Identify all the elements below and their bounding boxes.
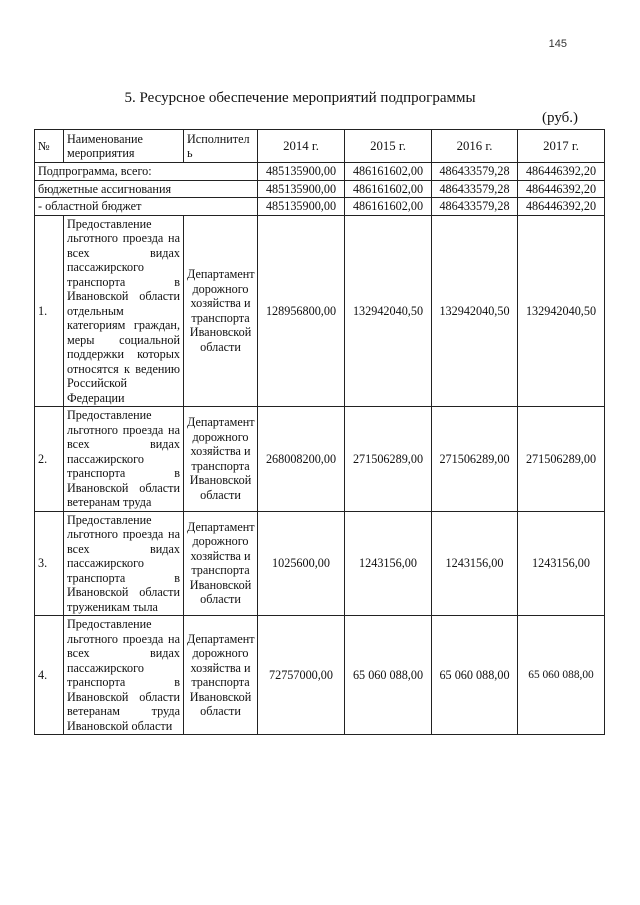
- row-value: 1243156,00: [345, 511, 432, 616]
- row-value: 65 060 088,00: [432, 616, 518, 735]
- unit-label: (руб.): [542, 110, 578, 126]
- row-value: 271506289,00: [432, 407, 518, 512]
- row-number: 2.: [35, 407, 64, 512]
- summary-value: 485135900,00: [258, 198, 345, 216]
- summary-value: 486433579,28: [432, 180, 518, 198]
- table-row: [35, 616, 605, 735]
- summary-value: 486433579,28: [432, 163, 518, 181]
- header-number: №: [35, 130, 64, 163]
- summary-value: 486446392,20: [518, 163, 605, 181]
- summary-value: 485135900,00: [258, 180, 345, 198]
- summary-row-budget: [35, 180, 605, 198]
- summary-row-regional: [35, 198, 605, 216]
- row-name: Предоставление льготного проезда на всех видах пассажирского транспорта в Ивановской области отдельным категориям граждан, меры социальной поддержки которых относятся к ведению Российской Федерации: [64, 215, 184, 407]
- row-value: 128956800,00: [258, 215, 345, 407]
- header-name: Наименование мероприятия: [64, 130, 184, 163]
- row-value: 132942040,50: [345, 215, 432, 407]
- summary-value: 486446392,20: [518, 198, 605, 216]
- row-value: 271506289,00: [345, 407, 432, 512]
- table-row: [35, 215, 605, 407]
- page-number: 145: [548, 38, 567, 50]
- summary-value: 486161602,00: [345, 180, 432, 198]
- summary-label: бюджетные ассигнования: [35, 180, 258, 198]
- summary-label: Подпрограмма, всего:: [35, 163, 258, 181]
- header-row: [35, 130, 605, 163]
- table-row: [35, 511, 605, 616]
- row-value: 72757000,00: [258, 616, 345, 735]
- row-number: 1.: [35, 215, 64, 407]
- row-name: Предоставление льготного проезда на всех видах пассажирского транспорта в Ивановской области труженикам тыла: [64, 511, 184, 616]
- row-value: 1243156,00: [518, 511, 605, 616]
- header-year-2014: 2014 г.: [258, 130, 345, 163]
- header-year-2015: 2015 г.: [345, 130, 432, 163]
- header-year-2017: 2017 г.: [518, 130, 605, 163]
- row-value: 1025600,00: [258, 511, 345, 616]
- summary-value: 486161602,00: [345, 163, 432, 181]
- row-value: 132942040,50: [432, 215, 518, 407]
- row-value: 271506289,00: [518, 407, 605, 512]
- section-title: 5. Ресурсное обеспечение мероприятий подпрограммы: [124, 90, 476, 106]
- row-value: 1243156,00: [432, 511, 518, 616]
- row-number: 4.: [35, 616, 64, 735]
- header-executor: Исполнитель: [184, 130, 258, 163]
- summary-value: 486446392,20: [518, 180, 605, 198]
- row-executor: Департамент дорожного хозяйства и транспорта Ивановской области: [184, 407, 258, 512]
- header-year-2016: 2016 г.: [432, 130, 518, 163]
- row-executor: Департамент дорожного хозяйства и транспорта Ивановской области: [184, 511, 258, 616]
- summary-value: 485135900,00: [258, 163, 345, 181]
- row-value: 65 060 088,00: [518, 616, 605, 735]
- summary-row-total: [35, 163, 605, 181]
- table-row: [35, 407, 605, 512]
- resource-table: [34, 129, 605, 735]
- row-executor: Департамент дорожного хозяйства и транспорта Ивановской области: [184, 215, 258, 407]
- summary-label: - областной бюджет: [35, 198, 258, 216]
- summary-value: 486161602,00: [345, 198, 432, 216]
- summary-value: 486433579,28: [432, 198, 518, 216]
- row-number: 3.: [35, 511, 64, 616]
- row-value: 132942040,50: [518, 215, 605, 407]
- row-name: Предоставление льготного проезда на всех видах пассажирского транспорта в Ивановской области ветеранам труда: [64, 407, 184, 512]
- row-name: Предоставление льготного проезда на всех видах пассажирского транспорта в Ивановской области ветеранам труда Ивановской области: [64, 616, 184, 735]
- row-value: 65 060 088,00: [345, 616, 432, 735]
- row-value: 268008200,00: [258, 407, 345, 512]
- row-executor: Департамент дорожного хозяйства и транспорта Ивановской области: [184, 616, 258, 735]
